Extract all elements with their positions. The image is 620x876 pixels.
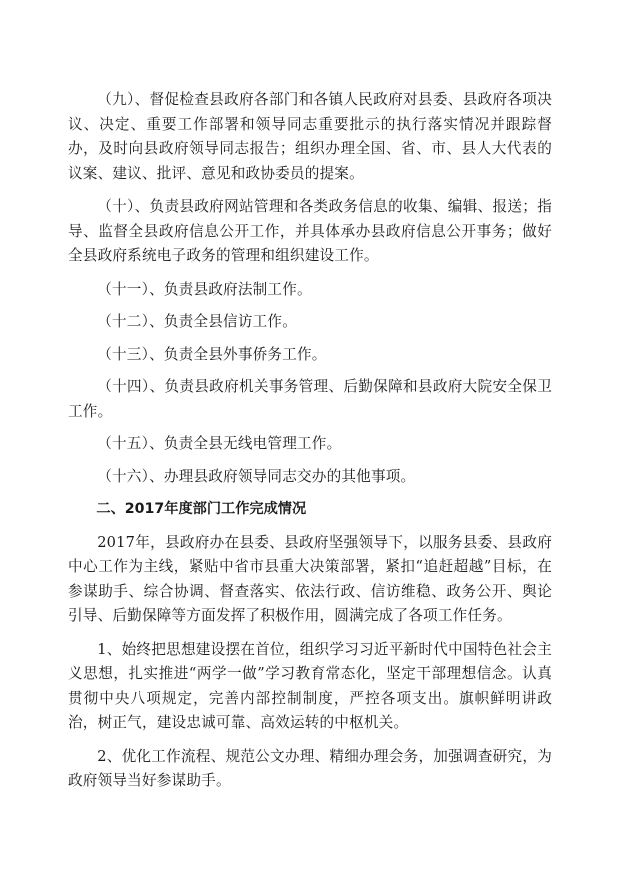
section-heading: 二、2017年度部门工作完成情况 [96, 501, 307, 517]
paragraph-item-14: （十四）、负责县政府机关事务管理、后勤保障和县政府大院安全保卫工作。 [68, 378, 552, 420]
paragraph-item-9: （九）、督促检查县政府各部门和各镇人民政府对县委、县政府各项决议、决定、重要工作部署和领导同志重要批示的执行落实情况并跟踪督办，及时向县政府领导同志报告；组织办理全国、省、市、县人大代表的议案、建议、批评、意见和政协委员的提案。 [68, 91, 552, 182]
paragraph-item-16: （十六）、办理县政府领导同志交办的其他事项。 [97, 467, 416, 485]
paragraph-item-12: （十二）、负责全县信访工作。 [97, 313, 298, 330]
paragraph-item-11: （十一）、负责县政府法制工作。 [97, 280, 312, 298]
paragraph-summary: 2017年，县政府办在县委、县政府坚强领导下，以服务县委、县政府中心工作为主线，紧贴中省市县重大决策部署，紧扣“追赶超越”目标，在参谋助手、综合协调、督查落实、依法行政、信访维稳、政务公开、舆论引导、后勤保障等方面发挥了积极作用，圆满完成了各项工作任务。 [68, 533, 552, 624]
paragraph-point-2: 2、优化工作流程、规范公文办理、精细办理会务，加强调查研究，为政府领导当好参谋助手。 [68, 747, 552, 789]
paragraph-item-13: （十三）、负责全县外事侨务工作。 [97, 345, 327, 363]
document-page [68, 88, 552, 803]
paragraph-point-1: 1、始终把思想建设摆在首位，组织学习习近平新时代中国特色社会主义思想，扎实推进“两学一做”学习教育常态化，坚定干部理想信念。认真贯彻中央八项规定，完善内部控制制度，严控各项支出。旗帜鲜明讲政治，树正气，建设忠诚可靠、高效运转的中枢机关。 [68, 640, 552, 731]
paragraph-item-15: （十五）、负责全县无线电管理工作。 [97, 435, 342, 452]
paragraph-item-10: （十）、负责县政府网站管理和各类政务信息的收集、编辑、报送；指导、监督全县政府信息公开工作，并具体承办县政府信息公开事务；做好全县政府系统电子政务的管理和组织建设工作。 [68, 198, 552, 264]
